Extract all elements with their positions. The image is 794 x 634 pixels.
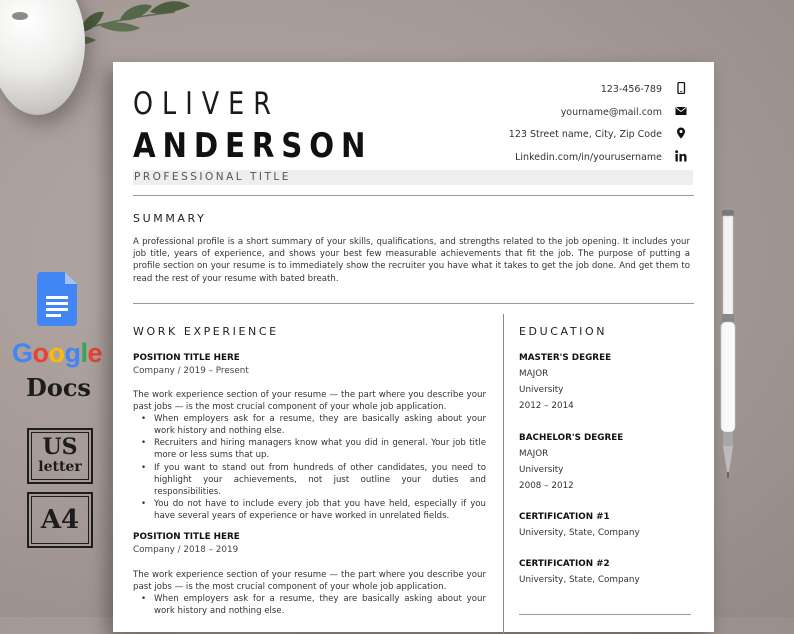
phone-icon	[675, 82, 687, 94]
us-letter-badge	[27, 428, 93, 484]
job-description	[133, 569, 486, 617]
job-intro: The work experience section of your resume — the part where you describe your past jobs — is the most crucial component of your whole job application.	[133, 390, 486, 413]
summary-text: A professional profile is a short summary of your skills, qualifications, and strengths related to the job opening. It includes your job title, years of experience, and shows your best few measurable achievements that fit the job. The purpose of putting a profile section on your resume is to immediately show the recruiter you have what it takes to get the job done. And get them to read the rest of your resume with bated breath.	[133, 237, 690, 284]
header-divider	[133, 195, 694, 196]
degree-major: MAJOR	[519, 369, 549, 379]
job-title: POSITION TITLE HERE	[133, 353, 240, 363]
certification-entry	[519, 556, 640, 588]
professional-title-band	[133, 170, 693, 185]
job-bullet: • You do not have to include every job that you have held, especially if you have several years of experience or have worked in unrelated fields.	[154, 498, 486, 522]
job-company-dates: Company / 2018 – 2019	[133, 545, 239, 555]
job-bullet: • When employers ask for a resume, they are basically asking about your work history and nothing else.	[154, 413, 486, 437]
professional-title: PROFESSIONAL TITLE	[134, 171, 291, 183]
job-bullet: • When employers ask for a resume, they are basically asking about your work history and nothing else.	[154, 593, 486, 617]
resume-page	[113, 62, 714, 632]
contact-phone: 123-456-789	[600, 84, 662, 95]
location-pin-icon	[675, 127, 687, 139]
job-company-dates: Company / 2019 – Present	[133, 366, 249, 376]
certification-name: CERTIFICATION #1	[519, 512, 610, 522]
certification-place: University, State, Company	[519, 575, 640, 585]
google-letter: o	[48, 338, 65, 368]
job-bullet: • Recruiters and hiring managers know what you did in general. Your job title more or less sums that up.	[154, 437, 486, 461]
degree-years: 2012 – 2014	[519, 401, 574, 411]
degree-name: MASTER'S DEGREE	[519, 353, 612, 363]
google-letter: g	[64, 338, 81, 368]
last-name: ANDERSON	[133, 126, 373, 166]
contact-address: 123 Street name, City, Zip Code	[508, 129, 662, 140]
degree-name: BACHELOR'S DEGREE	[519, 433, 624, 443]
google-docs-icon	[37, 272, 77, 326]
column-divider	[503, 314, 504, 634]
vase-mouth	[12, 12, 28, 20]
contact-linkedin: Linkedin.com/in/yourusername	[515, 152, 662, 163]
education-divider	[519, 614, 691, 615]
job-description	[133, 389, 486, 522]
job-intro: The work experience section of your resume — the part where you describe your past jobs — is the most crucial component of your whole job application.	[133, 570, 486, 593]
certification-place: University, State, Company	[519, 528, 640, 538]
google-letter: l	[80, 338, 88, 368]
google-letter: G	[12, 338, 33, 368]
degree-years: 2008 – 2012	[519, 481, 574, 491]
job-title: POSITION TITLE HERE	[133, 532, 240, 542]
job-bullets	[133, 413, 486, 522]
us-label: US	[42, 434, 78, 460]
a4-badge: A4	[27, 492, 93, 548]
pen-decoration	[718, 210, 738, 480]
education-entry	[519, 350, 611, 414]
summary-heading: SUMMARY	[133, 212, 207, 225]
linkedin-icon	[675, 150, 687, 162]
degree-major: MAJOR	[519, 449, 549, 459]
docs-label: Docs	[26, 373, 91, 402]
job-bullet: • If you want to stand out from hundreds of other candidates, you need to highlight your achievements, not just outline your duties and responsibilities.	[154, 462, 486, 498]
mail-icon	[675, 105, 687, 117]
contact-email: yourname@mail.com	[560, 107, 662, 118]
first-name: OLIVER	[133, 86, 280, 122]
google-wordmark	[12, 338, 102, 369]
degree-school: University	[519, 465, 564, 475]
job-bullets	[133, 593, 486, 617]
letter-label: letter	[38, 459, 82, 475]
summary-divider	[133, 303, 694, 304]
degree-school: University	[519, 385, 564, 395]
education-heading: EDUCATION	[519, 325, 608, 338]
education-entry	[519, 430, 623, 494]
work-experience-heading: WORK EXPERIENCE	[133, 325, 279, 338]
google-letter: e	[87, 338, 103, 368]
google-letter: o	[32, 338, 49, 368]
certification-entry	[519, 509, 640, 541]
vase-decoration	[0, 0, 85, 115]
certification-name: CERTIFICATION #2	[519, 559, 610, 569]
